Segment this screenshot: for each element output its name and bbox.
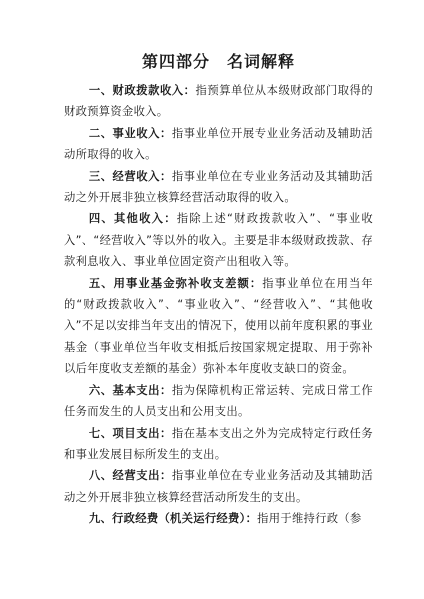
term-definition: 指除上述“财政拨款收入”、“事业收入”、“经营收入”等以外的收入。主要是非本级财政拨款、存款利息收入、事业单位固定资产出租收入等。 xyxy=(64,212,373,269)
term-definition: 指用于维持行政（参 xyxy=(257,512,362,526)
term-label: 三、经营收入： xyxy=(88,169,172,183)
term-label: 七、项目支出： xyxy=(88,426,172,440)
term-basic-expenditure xyxy=(64,380,373,423)
term-list xyxy=(64,80,373,530)
term-definition: 指事业单位开展专业业务活动及辅助活动所取得的收入。 xyxy=(64,126,373,162)
term-label: 九、行政经费（机关运行经费）： xyxy=(88,512,258,526)
term-label: 一、财政拨款收入： xyxy=(88,84,196,97)
term-label: 四、其他收入： xyxy=(88,212,177,226)
term-business-revenue xyxy=(64,123,373,166)
term-definition: 指事业单位在用当年的“财政拨款收入”、“事业收入”、“经营收入”、“其他收入”不足以安排当年支出的情况下，使用以前年度积累的事业基金（事业单位当年收支相抵后按国家规定提取、用于弥补以后年度收支差额的基金）弥补本年度收支缺口的资金。 xyxy=(64,276,373,376)
term-definition: 指事业单位在专业业务活动及其辅助活动之外开展非独立核算经营活动所发生的支出。 xyxy=(64,469,373,504)
term-definition: 指预算单位从本级财政部门取得的财政预算资金收入。 xyxy=(64,84,373,119)
term-label: 六、基本支出： xyxy=(88,383,172,397)
term-definition: 指事业单位在专业业务活动及其辅助活动之外开展非独立核算经营活动取得的收入。 xyxy=(64,169,373,205)
term-business-fund-balance xyxy=(64,273,373,380)
term-administrative-expenses xyxy=(64,508,373,529)
term-financial-appropriation-revenue xyxy=(64,80,373,123)
page-title: 第四部分 名词解释 xyxy=(141,52,295,71)
term-operating-expenditure xyxy=(64,465,373,508)
term-project-expenditure xyxy=(64,423,373,466)
term-definition: 指在基本支出之外为完成特定行政任务和事业发展目标所发生的支出。 xyxy=(64,426,373,461)
term-definition: 指为保障机构正常运转、完成日常工作任务而发生的人员支出和公用支出。 xyxy=(64,383,373,419)
term-label: 五、用事业基金弥补收支差额： xyxy=(88,276,263,290)
term-operating-revenue xyxy=(64,166,373,209)
term-label: 八、经营支出： xyxy=(88,469,172,483)
term-label: 二、事业收入： xyxy=(88,126,172,140)
term-other-revenue xyxy=(64,208,373,272)
